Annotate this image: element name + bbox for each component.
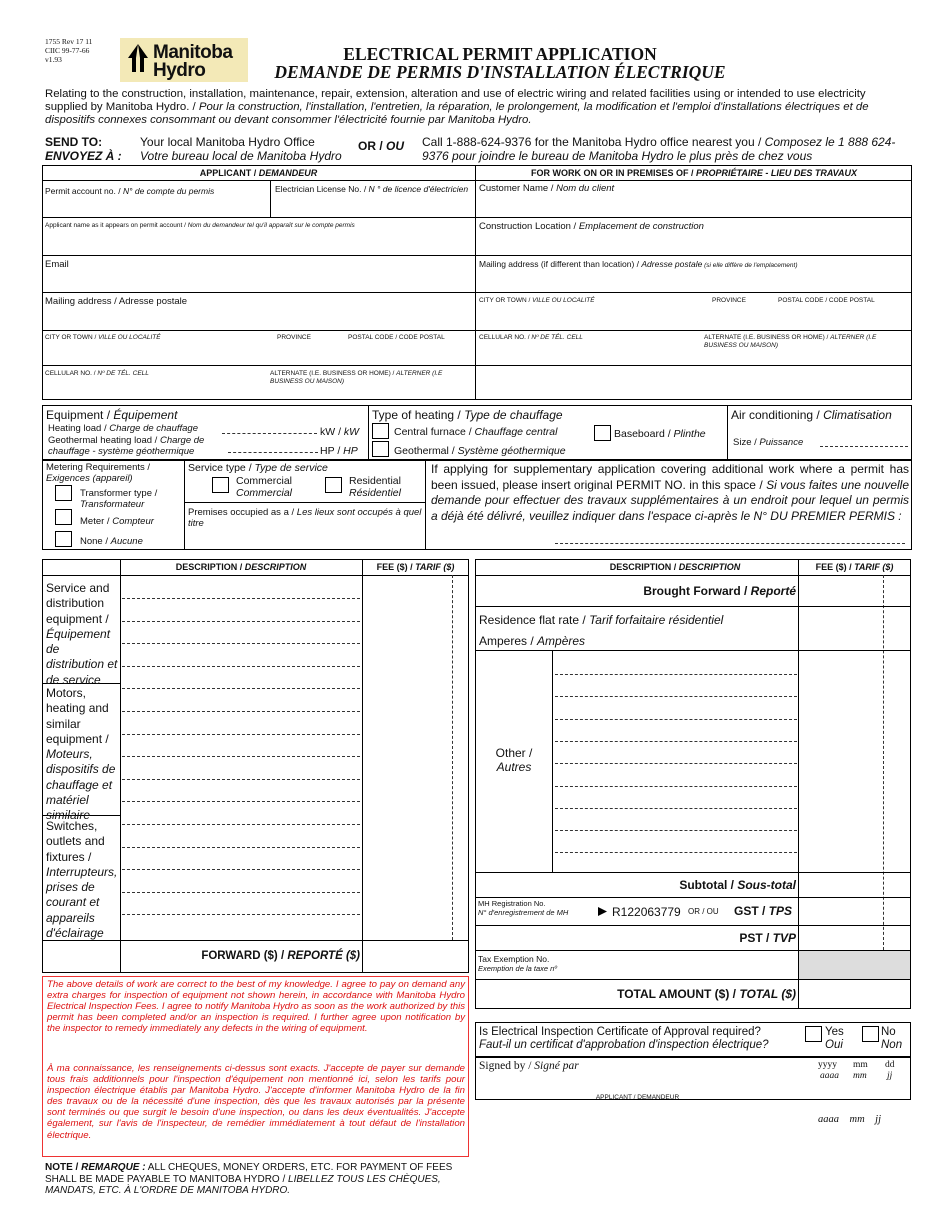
entry-line[interactable] [122,892,360,893]
title-en: ELECTRICAL PERMIT APPLICATION [343,44,657,64]
supplementary-text: If applying for supplementary application covering additional work where a permit has been issued, please insert original PERMIT NO. in this space / Si vous faites une nouvelle demande pour effectuer des travaux supplémentaires à un endroit pour lequel un permis a déjà été délivré, veuillez indiquer dans l'espace ci-après le N° DU PREMIER PERMIS : [431,462,910,523]
send-call: Call 1-888-624-9376 for the Manitoba Hydro office nearest you / Composez le 1 888 624-9376 pour joindre le bureau de Manitoba Hydro le plus près de chez vous [422,135,896,163]
amperes-label: Amperes / Ampères [479,634,586,648]
hydro-tower-icon [122,42,154,74]
applicant-alt-field[interactable]: ALTERNATE (I.E. BUSINESS OR HOME) / ALTERNER (I.E BUSINESS OU MAISON) [270,370,443,385]
left-fee-header: FEE ($) / TARIF ($) [376,562,455,572]
transformer-checkbox[interactable] [55,485,72,501]
residential-label: Residential Résidentiel [349,475,401,499]
geothermal-label: Geothermal / Système géothermique [394,445,566,457]
section-motors: Motors, heating and similar equipment / Moteurs, dispositifs de chauffage et matériel similaire [46,686,116,823]
or-ou-label: OR / OU [688,907,719,916]
applicant-postal: POSTAL CODE / CODE POSTAL [348,334,445,341]
other-label: Other / Autres [495,746,533,774]
owner-province: PROVINCE [712,297,746,304]
certificate-yes-label: Yes Oui [825,1026,844,1051]
applicant-province: PROVINCE [277,334,311,341]
geothermal-load-label: Geothermal heating load / Charge de chauffage - système géothermique [48,435,205,457]
entry-line[interactable] [122,824,360,825]
arrow-right-icon [597,906,608,917]
entry-line[interactable] [122,756,360,757]
none-checkbox[interactable] [55,531,72,547]
applicant-header: APPLICANT / DEMANDEUR [199,168,318,178]
entry-line[interactable] [555,808,797,809]
commercial-checkbox[interactable] [212,477,229,493]
pst-label: PST / TVP [739,931,796,945]
logo-text-manitoba: Manitoba [153,42,233,63]
entry-line[interactable] [122,801,360,802]
mh-registration-label: MH Registration No. N° d'enregistrement de MH [478,899,569,917]
metering-title: Metering Requirements / Exigences (appareil) [46,462,151,484]
owner-mailing-field[interactable]: Mailing address (if different than location) / Adresse postale (si elle diffère de l'emplacement) [479,259,798,269]
forward-label: FORWARD ($) / REPORTÉ ($) [201,950,360,962]
meter-checkbox[interactable] [55,509,72,525]
entry-line[interactable] [555,741,797,742]
geothermal-checkbox[interactable] [372,441,389,457]
certificate-no-label: No Non [881,1026,903,1051]
entry-line[interactable] [122,643,360,644]
applicant-name-field[interactable]: Applicant name as it appears on permit account / Nom du demandeur tel qu'il apparaît sur le compte permis [45,222,355,229]
entry-line[interactable] [555,763,797,764]
permit-account-field[interactable]: Permit account no. / N° de compte du permis [45,186,215,196]
email-field[interactable]: Email [45,259,69,270]
right-desc-header: DESCRIPTION / DESCRIPTION [609,562,741,572]
none-label: None / Aucune [80,536,143,547]
manitoba-hydro-logo [120,38,248,82]
send-to-office: Your local Manitoba Hydro Office Votre bureau local de Manitoba Hydro [140,135,342,163]
certificate-question: Is Electrical Inspection Certificate of Approval required? Faut-il un certificat d'approbation d'inspection électrique? [479,1026,769,1051]
entry-line[interactable] [555,674,797,675]
construction-location-field[interactable]: Construction Location / Emplacement de construction [479,221,704,232]
flat-rate-label: Residence flat rate / Tarif forfaitaire résidentiel [479,613,724,627]
section-service: Service and distribution equipment / Équipement de distribution et de service [46,581,118,687]
declaration-fr: À ma connaissance, les renseignements ci-dessus sont exacts. J'accepte de payer sur demande tous frais additionnels pour l'inspection d'équipement non mentionné ici, selon les tarifs pour inspection électrique établis par Manitoba Hydro. J'accepte d'informer Manitoba Hydro de la fin des travaux ou de la nécessité d'une inspection, dès que les travaux autorisés par la présente sont terminés ou que surgit le besoin d'une inspection, ou dans les deux éventualités. J'accepte également, sur l'avis de l'inspecteur, de remédier immédiatement à tout défaut de l'installation électrique. [47,1063,465,1141]
commercial-label: Commercial Commercial [236,475,293,499]
subtotal-label: Subtotal / Sous-total [679,878,796,892]
entry-line[interactable] [555,696,797,697]
central-furnace-label: Central furnace / Chauffage central [394,426,558,438]
baseboard-label: Baseboard / Plinthe [614,428,706,440]
mh-registration-number: R122063779 [612,905,681,919]
entry-line[interactable] [122,666,360,667]
residential-checkbox[interactable] [325,477,342,493]
applicant-mailing-field[interactable]: Mailing address / Adresse postale [45,296,188,307]
left-desc-header: DESCRIPTION / DESCRIPTION [175,562,307,572]
owner-city-field[interactable]: CITY OR TOWN / VILLE OU LOCALITÉ [479,297,595,304]
signature-applicant-label: APPLICANT / DEMANDEUR [595,1094,680,1101]
declaration-en: The above details of work are correct to the best of my knowledge. I agree to pay on demand any extra charges for inspection of equipment not shown herein, in accordance with Manitoba Hydro Electrical Inspection Fees. I agree to notify Manitoba Hydro as soon as the work authorized by this permit has been completed and/or an inspection is required. I further agree upon notification by the inspector to remedy immediately any defects in the wiring of equipment. [47,979,465,1035]
heating-title: Type of heating / Type de chauffage [372,408,563,422]
heating-load-label: Heating load / Charge de chauffage [48,423,198,434]
owner-header: FOR WORK ON OR IN PREMISES OF / PROPRIÉTAIRE - LIEU DES TRAVAUX [530,168,858,178]
certificate-no-checkbox[interactable] [862,1026,879,1042]
send-or: OR / OU [358,139,405,153]
intro-text: Relating to the construction, installation, maintenance, repair, extension, alteration and use of electric wiring and related facilities using or intended to use electricity supplied by Manitoba Hydro. / Pour la construction, l'installation, l'entretien, la réparation, le prolongement, la modification et l'emploi d'installations électriques et de dispositifs connexes consommant ou devant consommer l'électricité fournie par Manitoba Hydro. [45,88,869,126]
entry-line[interactable] [555,719,797,720]
right-fee-header: FEE ($) / TARIF ($) [815,562,894,572]
entry-line[interactable] [122,621,360,622]
hp-unit: HP / HP [320,445,358,457]
transformer-label: Transformer type / Transformateur [80,488,158,510]
tax-exemption-shade [799,951,910,979]
owner-alt-field[interactable]: ALTERNATE (I.E. BUSINESS OR HOME) / ALTERNER (I.E BUSINESS OU MAISON) [704,334,877,349]
customer-name-field[interactable]: Customer Name / Nom du client [479,183,615,194]
date-mm: mm mm [853,1060,868,1081]
tax-exemption-label[interactable]: Tax Exemption No. Exemption de la taxe nº [478,954,558,973]
entry-line[interactable] [555,786,797,787]
entry-line[interactable] [122,598,360,599]
title-fr: DEMANDE DE PERMIS D'INSTALLATION ÉLECTRIQUE [274,62,726,82]
entry-line[interactable] [122,869,360,870]
applicant-cell-field[interactable]: CELLULAR NO. / Nº DE TÉL. CELL [45,370,149,377]
premises-field[interactable]: Premises occupied as a / Les lieux sont occupés à quel titre [188,507,422,529]
service-type-title: Service type / Type de service [188,462,328,474]
aircon-size-label: Size / Puissance [733,437,804,448]
date-dd: dd jj [885,1060,895,1081]
entry-line[interactable] [122,711,360,712]
entry-line[interactable] [122,688,360,689]
owner-cell-field[interactable]: CELLULAR NO. / Nº DE TÉL. CELL [479,334,583,341]
entry-line[interactable] [555,852,797,853]
total-amount-label: TOTAL AMOUNT ($) / TOTAL ($) [617,987,796,1001]
equipment-title: Equipment / Équipement [46,408,178,422]
date-format-fr: aaaa mm jj [818,1114,882,1125]
owner-postal: POSTAL CODE / CODE POSTAL [778,297,875,304]
payment-note: NOTE / REMARQUE : ALL CHEQUES, MONEY ORDERS, ETC. FOR PAYMENT OF FEES SHALL BE MADE PAYABLE TO MANITOBA HYDRO / LIBELLEZ TOUS LES CHÈQUES, MANDATS, ETC. À L'ORDRE DE MANITOBA HYDRO. [45,1162,453,1196]
entry-line[interactable] [122,914,360,915]
certificate-yes-checkbox[interactable] [805,1026,822,1042]
aircon-title: Air conditioning / Climatisation [731,408,892,422]
kw-unit: kW / kW [320,426,360,438]
meter-label: Meter / Compteur [80,516,154,527]
baseboard-checkbox[interactable] [594,425,611,441]
section-switches: Switches, outlets and fixtures / Interrupteurs, prises de courant et appareils d'éclairage [46,819,118,941]
entry-line[interactable] [122,734,360,735]
form-number: 1755 Rev 17 11 CIIC 99-77-66 v1.93 [45,37,93,64]
signature-field[interactable]: Signed by / Signé par [479,1060,579,1072]
gst-label: GST / TPS [734,904,793,918]
entry-line[interactable] [122,779,360,780]
entry-line[interactable] [122,847,360,848]
brought-forward-label: Brought Forward / Reporté [643,584,796,598]
applicant-city-field[interactable]: CITY OR TOWN / VILLE OU LOCALITÉ [45,334,161,341]
logo-text-hydro: Hydro [153,60,206,81]
entry-line[interactable] [555,830,797,831]
send-to-label: SEND TO: ENVOYEZ À : [45,135,122,163]
license-field[interactable]: Electrician License No. / N ° de licence d'électricien [275,184,469,194]
date-yyyy: yyyy aaaa [818,1060,839,1081]
central-furnace-checkbox[interactable] [372,423,389,439]
